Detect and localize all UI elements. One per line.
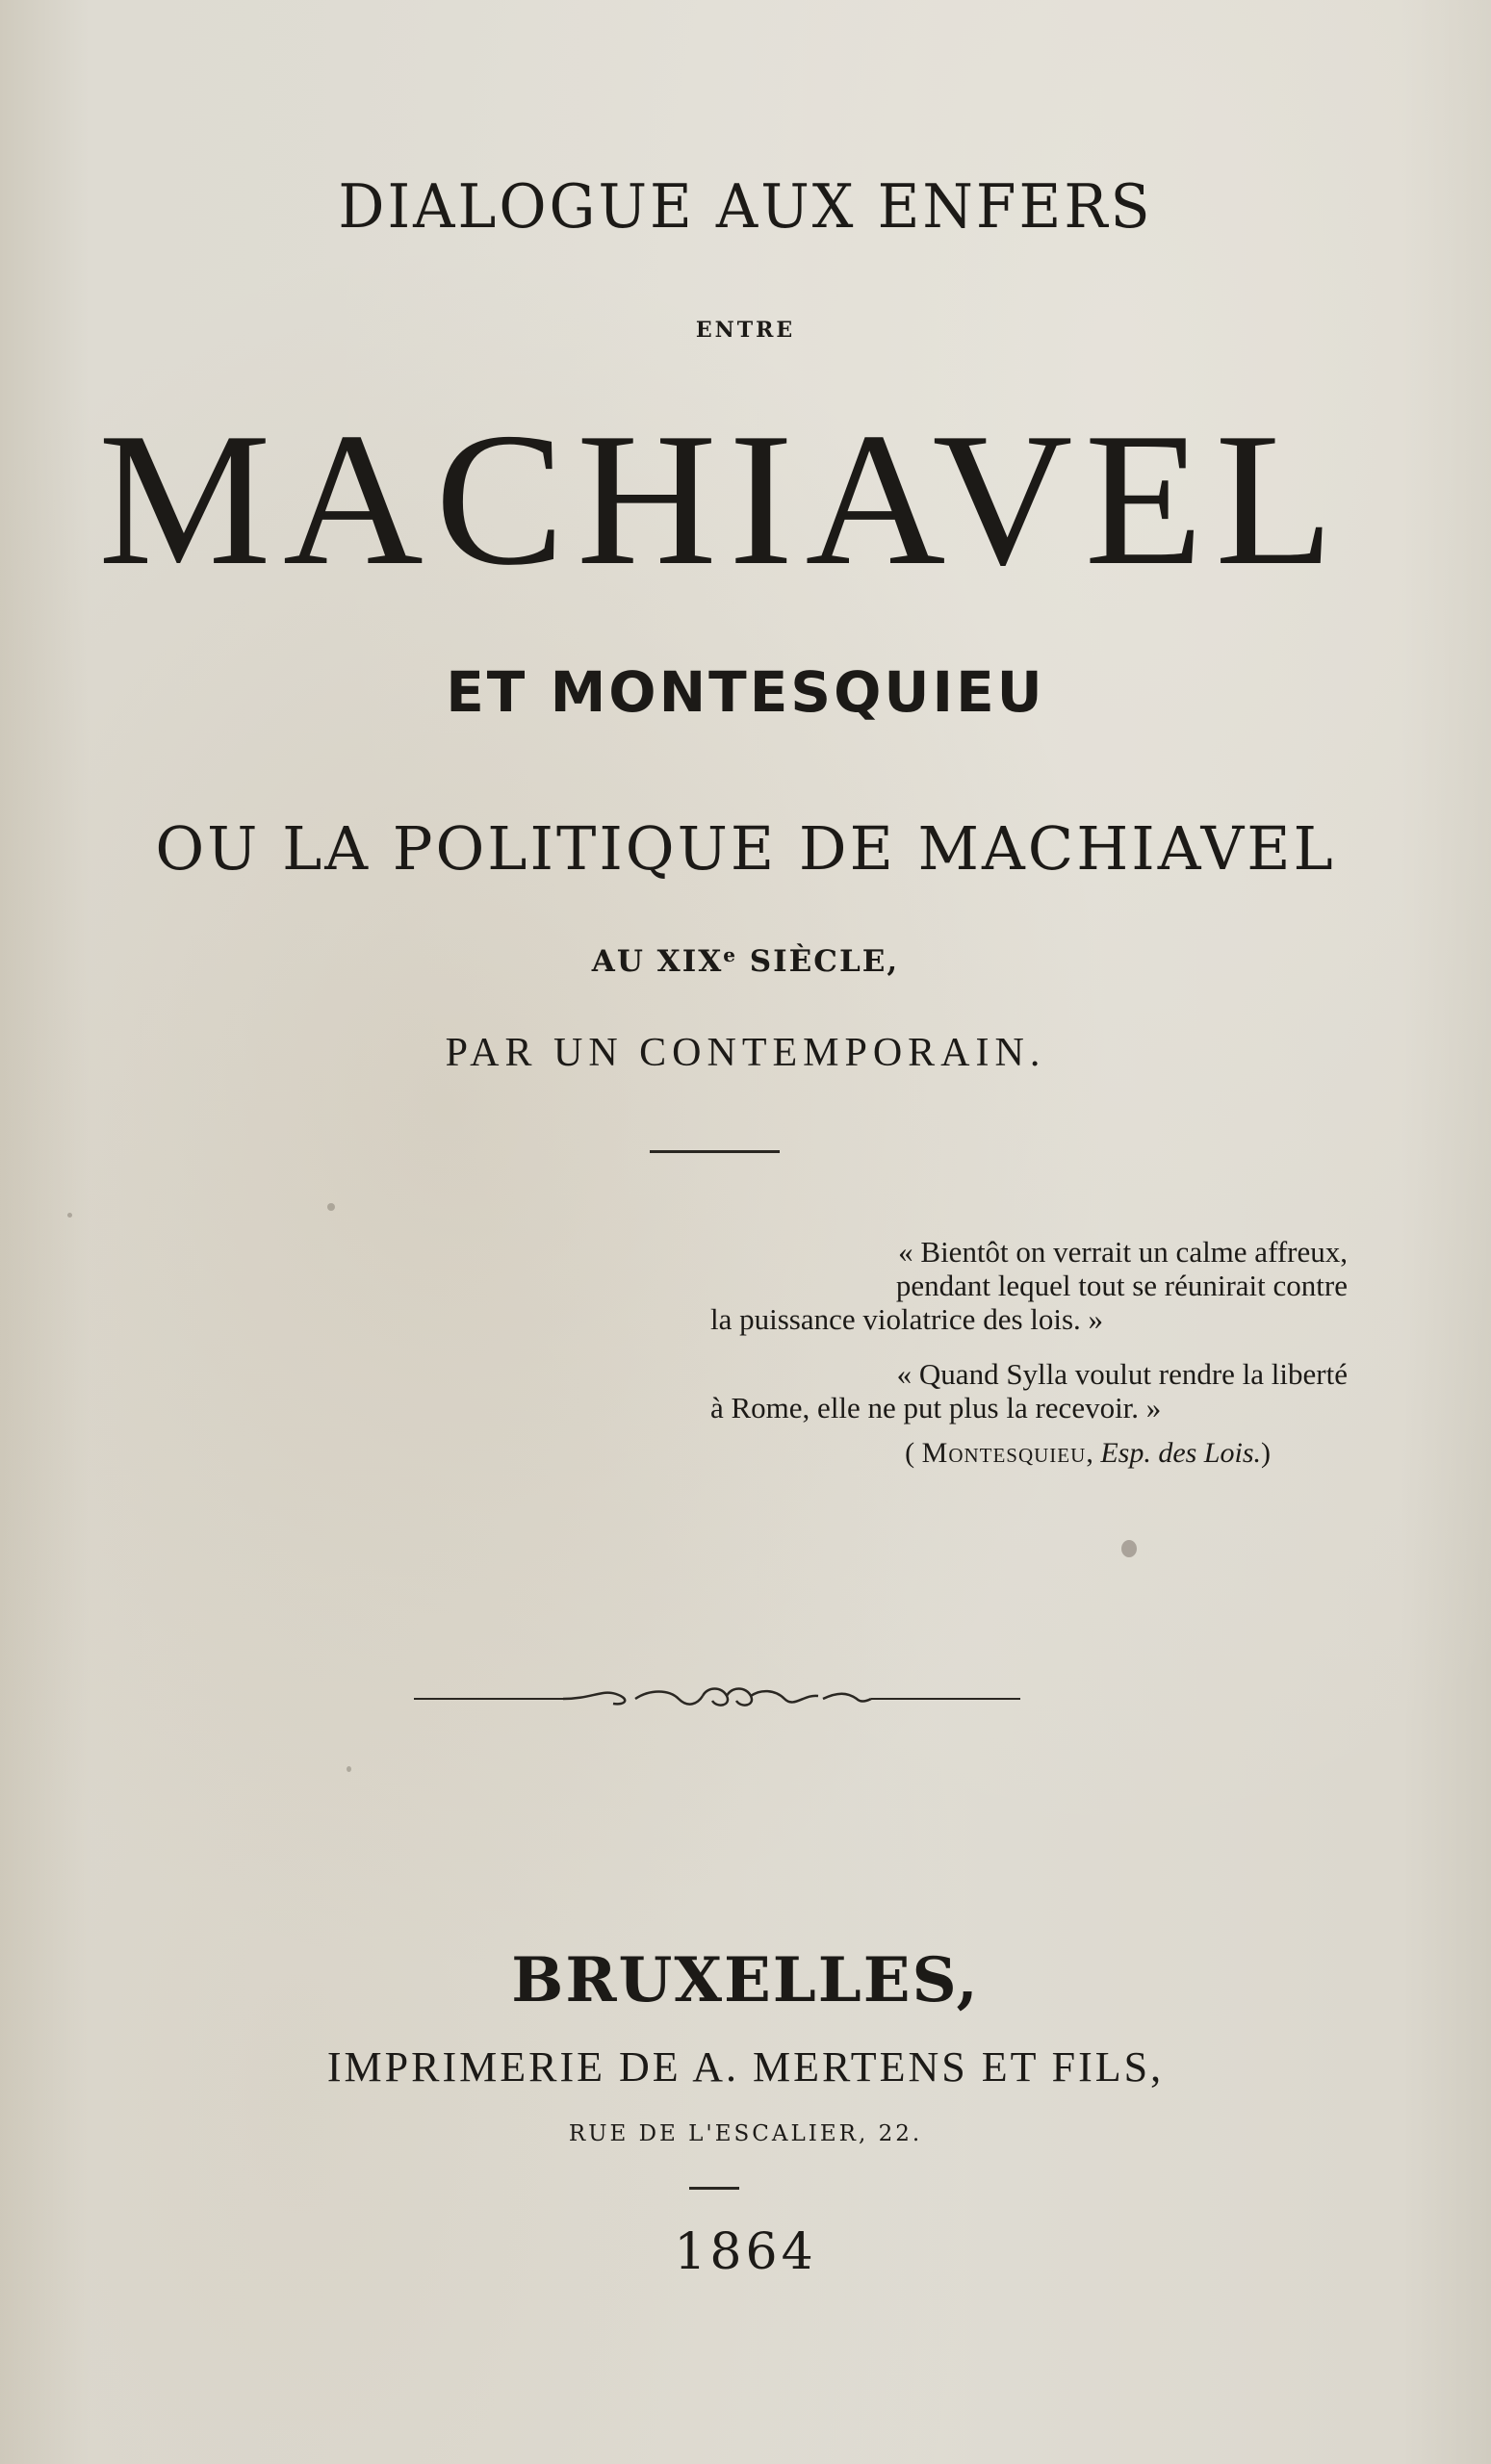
attribution-paren-close: ) <box>1261 1437 1271 1469</box>
century-line <box>0 943 1491 979</box>
separator-rule-small <box>689 2187 739 2190</box>
paper-spot <box>67 1213 72 1218</box>
epigraph-quote-2 <box>674 1357 1348 1424</box>
separator-rule <box>650 1150 780 1153</box>
epigraph-quote-1 <box>674 1235 1348 1336</box>
imprint-city: BRUXELLES, <box>511 1944 980 2016</box>
century-suffix: SIÈCLE, <box>737 944 900 979</box>
paper-spot <box>327 1203 335 1211</box>
title-line: DIALOGUE AUX ENFERS <box>338 171 1153 243</box>
epigraph-line: la puissance violatrice des lois. » <box>710 1302 1104 1336</box>
epigraph-line: « Quand Sylla voulut rendre la liberté <box>896 1357 1348 1391</box>
entre-word: ENTRE <box>695 318 796 343</box>
attribution-author: Montesquieu <box>921 1437 1087 1469</box>
imprint-address: RUE DE L'ESCALIER, 22. <box>568 2121 923 2146</box>
attribution-work: Esp. des Lois. <box>1100 1437 1261 1469</box>
attribution-paren-open: ( <box>905 1437 922 1469</box>
imprint-year: 1864 <box>674 2223 817 2281</box>
author-second-heading: ET MONTESQUIEU <box>446 659 1045 725</box>
ornamental-divider <box>409 1675 1025 1723</box>
subtitle: OU LA POLITIQUE DE MACHIAVEL <box>155 813 1336 884</box>
attribution-separator: , <box>1086 1437 1101 1469</box>
century-prefix: AU XIX <box>591 944 724 979</box>
imprint-printer: IMPRIMERIE DE A. MERTENS ET FILS, <box>326 2043 1165 2091</box>
by-line: PAR UN CONTEMPORAIN. <box>445 1031 1046 1075</box>
author-main-heading: MACHIAVEL <box>98 394 1346 604</box>
paper-spot <box>1121 1540 1137 1557</box>
paper-spot <box>347 1766 351 1772</box>
century-superscript: e <box>723 943 737 966</box>
epigraph-line: « Bientôt on verrait un calme affreux, <box>898 1235 1348 1269</box>
epigraph-line: pendant lequel tout se réunirait contre <box>895 1269 1348 1302</box>
epigraph-attribution <box>674 1436 1271 1470</box>
epigraph-line: à Rome, elle ne put plus la recevoir. » <box>710 1391 1162 1424</box>
